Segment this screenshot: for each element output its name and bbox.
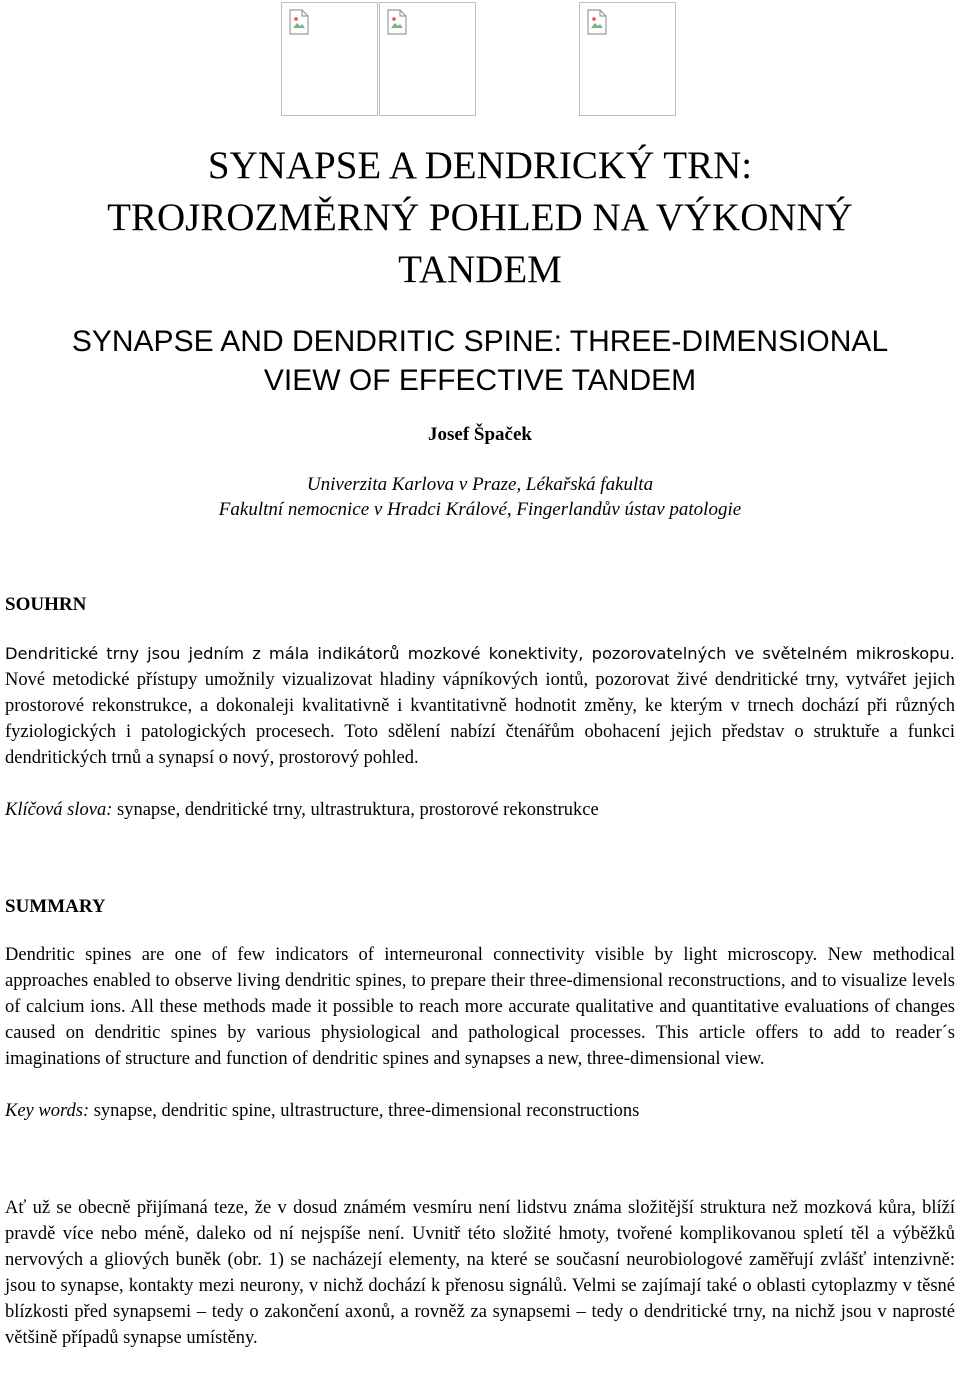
title-english — [0, 322, 960, 400]
souhrn-abstract — [5, 641, 955, 771]
souhrn-keywords — [5, 797, 955, 823]
souhrn-heading: SOUHRN — [5, 594, 87, 615]
souhrn-text-part-1: Dendritické trny jsou jedním z mála indikátorů mozkové konektivity, pozorovatelných ve světelném mikroskopu. — [5, 644, 955, 663]
summary-keywords — [5, 1098, 955, 1124]
title-czech-line-3: TANDEM — [398, 248, 562, 291]
summary-abstract — [5, 942, 955, 1072]
summary-keywords-label: Key words: — [5, 1101, 90, 1121]
souhrn-keywords-label: Klíčová slova: — [5, 800, 113, 820]
body-paragraph-1: Ať už se obecně přijímaná teze, že v dosud známém vesmíru není lidstvu známa složitější struktura než mozková kůra, blíží pravdě více nebo méně, daleko od ní nejspíše není. Uvnitř této složité hmoty, tvořené komplikovanou spletí těl a výběžků nervových a gliových buněk (obr. 1) se nacházejí elementy, na které se současní neurobiologové zaměřují zvlášť intenzivně: jsou to synapse, kontakty mezi neurony, v nichž dochází k přenosu signálů. Velmi se zajímají také o oblasti cytoplazmy v těsné blízkosti před synapsemi – tedy o zakončení axonů, a rovněž za synapsemi – tedy o dendritické trny, na nichž jsou v naprosté většině případů synapse umístěny. — [5, 1198, 955, 1348]
figure-placeholder-2 — [379, 2, 476, 116]
title-english-line-1: SYNAPSE AND DENDRITIC SPINE: THREE-DIMENSIONAL — [71, 325, 889, 358]
souhrn-keywords-text: synapse, dendritické trny, ultrastruktura, prostorové rekonstrukce — [112, 800, 599, 820]
souhrn-text-part-2: Nové metodické přístupy umožnily vizualizovat hladiny vápníkových iontů, pozorovat živé dendritické trny, vytvářet jejich prostorové rekonstrukce, a dokonaleji kvalitativně i kvantitativně hodnotit změny, ke kterým v trnech dochází při různých fyziologických i patologických procesech. — [5, 670, 955, 742]
broken-image-icon — [288, 9, 310, 35]
broken-image-icon — [386, 9, 408, 35]
affiliation-line-2: Fakultní nemocnice v Hradci Králové, Fingerlandův ústav patologie — [218, 499, 742, 520]
broken-image-icon — [586, 9, 608, 35]
figure-placeholder-1 — [281, 2, 378, 116]
figure-placeholder-3 — [579, 2, 676, 116]
author-name: Josef Špaček — [428, 424, 532, 445]
title-czech — [0, 140, 960, 296]
souhrn-text-part-3: Toto sdělení nabízí čtenářům obohacení jejich představ o struktuře a funkci dendritických trnů a synapsí o nový, prostorový pohled. — [5, 722, 955, 768]
title-czech-line-1: SYNAPSE A DENDRICKÝ TRN: — [207, 144, 753, 187]
summary-keywords-text: synapse, dendritic spine, ultrastructure, three-dimensional reconstructions — [89, 1101, 640, 1121]
affiliation-line-1: Univerzita Karlova v Praze, Lékařská fakulta — [306, 474, 654, 495]
title-english-line-2: VIEW OF EFFECTIVE TANDEM — [263, 364, 697, 397]
summary-heading: SUMMARY — [5, 896, 106, 917]
title-czech-line-2: TROJROZMĚRNÝ POHLED NA VÝKONNÝ — [107, 196, 853, 239]
summary-text: Dendritic spines are one of few indicators of interneuronal connectivity visible by light microscopy. New methodical approaches enabled to observe living dendritic spines, to prepare their three-dimensional reconstructions, and to visualize levels of calcium ions. All these methods made it possible to reach more accurate qualitative and quantitative evaluations of changes caused on dendritic spines by various physiological and pathological processes. This article offers to add to reader´s imaginations of structure and function of dendritic spines and synapses a new, three-dimensional view. — [5, 945, 955, 1069]
